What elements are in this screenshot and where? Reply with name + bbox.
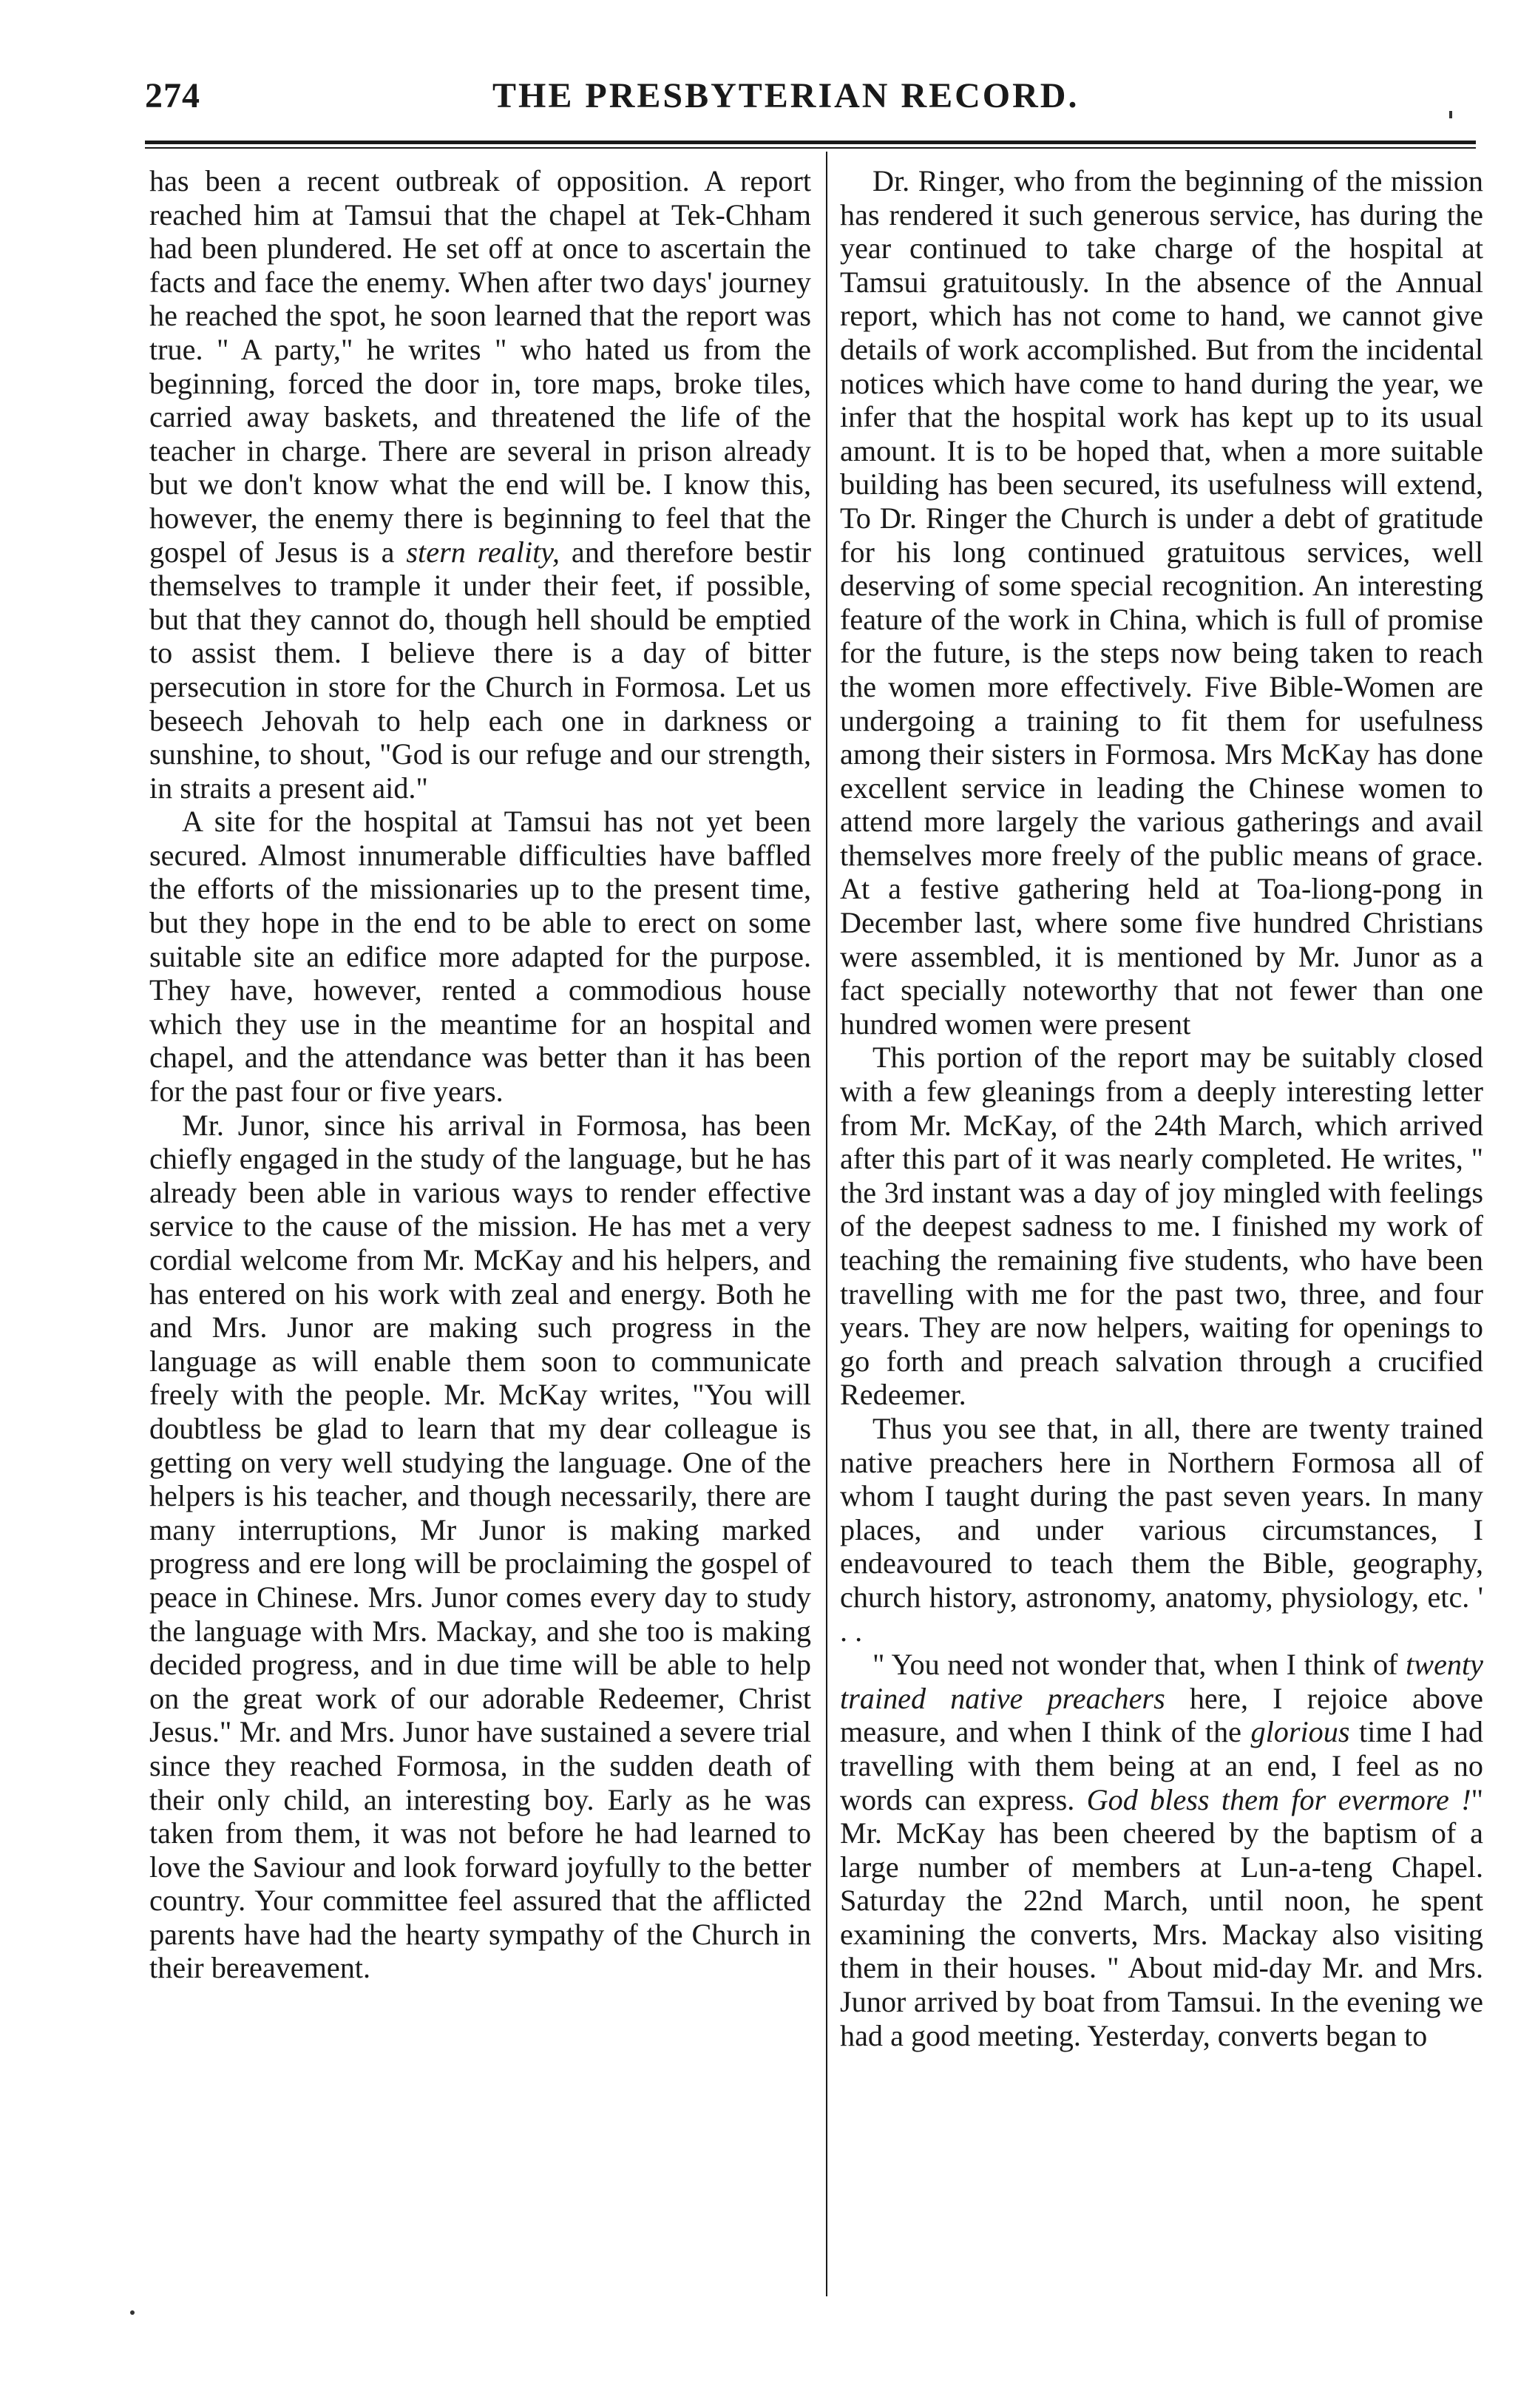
paragraph-text: " Mr. McKay has been cheered by the baptism of a large number of members at Lun-a-teng Chapel. Saturday the 22nd March, until noon, he spent examining the converts, Mrs. Mackay also visiting them in their houses. " About mid-day Mr. and Mrs. Junor arrived by boat from Tamsui. In the evening we had a good meeting. Yesterday, converts began to (840, 1782, 1483, 2052)
italic-phrase: twenty trained native preachers (840, 1648, 1484, 1715)
print-mark (1449, 111, 1452, 118)
page-number: 274 (145, 76, 200, 115)
paragraph: A site for the hospital at Tamsui has not yet been secured. Almost innumerable difficulties have baffled the efforts of the missionaries up to the present time, but they hope in the end to be able to erect on some suitable site an edifice more adapted for the purpose. They have, however, rented a commodious house which they use in the meantime for an hospital and chapel, and the attendance was better than it has been for the past four or five years. (149, 805, 811, 1109)
paragraph-text: has been a recent outbreak of opposition. A report reached him at Tamsui that the chapel at Tek-Chham had been plundered. He set off at once to ascertain the facts and face the enemy. When after two days' journey he reached the spot, he soon learned that the report was true. " A party," he writes " who hated us from the beginning, forced the door in, tore maps, broke tiles, carried away baskets, and threatened the life of the teacher in charge. There are several in prison already but we don't know what the end will be. I know this, however, the enemy there is beginning to feel that the gospel of Jesus is a (149, 164, 811, 569)
header-rule-thick (145, 141, 1476, 144)
journal-title: THE PRESBYTERIAN RECORD. (492, 76, 1080, 115)
paragraph: Thus you see that, in all, there are twenty trained native preachers here in Northern Formosa all of whom I taught during the past seven years. In many places, and under various circumstances, I endeavoured to teach them the Bible, geography, church history, astronomy, anatomy, physiology, etc. ' . . (840, 1411, 1483, 1648)
paragraph-text: time I had travelling with them being at an end, I feel as no words can express. (840, 1715, 1483, 1816)
paragraph (149, 164, 811, 805)
print-mark (130, 2310, 135, 2315)
paragraph: This portion of the report may be suitably closed with a few gleanings from a deeply interesting letter from Mr. McKay, of the 24th March, which arrived after this part of it was nearly completed. He writes, " the 3rd instant was a day of joy mingled with feelings of the deepest sadness to me. I finished my work of teaching the remaining five students, who have been travelling with me for the past two, three, and four years. They are now helpers, waiting for openings to go forth and preach salvation through a crucified Redeemer. (840, 1041, 1483, 1412)
left-column (149, 164, 811, 1985)
header-rule-thin (145, 147, 1476, 149)
italic-phrase: stern reality, (406, 535, 560, 569)
paragraph-text: here, I rejoice above measure, and when I think of the (840, 1681, 1484, 1749)
italic-phrase: glorious (1250, 1715, 1350, 1749)
paragraph-text: " You need not wonder that, when I think of (872, 1648, 1398, 1682)
paragraph: Mr. Junor, since his arrival in Formosa, has been chiefly engaged in the study of the language, but he has already been able in various ways to render effective service to the cause of the mission. He has met a very cordial welcome from Mr. McKay and his helpers, and has entered on his work with zeal and energy. Both he and Mrs. Junor are making such progress in the language as will enable them soon to communicate freely with the people. Mr. McKay writes, "You will doubtless be glad to learn that my dear colleague is getting on very well studying the language. One of the helpers is his teacher, and though necessarily, there are many interruptions, Mr Junor is making marked progress and ere long will be proclaiming the gospel of peace in Chinese. Mrs. Junor comes every day to study the language with Mrs. Mackay, and she too is making decided progress, and in due time will be able to help on the great work of our adorable Redeemer, Christ Jesus." Mr. and Mrs. Junor have sustained a severe trial since they reached Formosa, in the sudden death of their only child, an interesting boy. Early as he was taken from them, it was not before he had learned to love the Saviour and look forward joyfully to the better country. Your committee feel assured that the afflicted parents have had the hearty sympathy of the Church in their bereavement. (149, 1108, 811, 1985)
column-divider (826, 152, 827, 2296)
paragraph-text: and therefore bestir themselves to trample it under their feet, if possible, but that they cannot do, though hell should be emptied to assist them. I believe there is a day of bitter persecution in store for the Church in Formosa. Let us beseech Jehovah to help each one in darkness or sunshine, to shout, "God is our refuge and our strength, in straits a present aid." (149, 535, 811, 805)
paragraph (840, 1648, 1483, 2052)
right-column (840, 164, 1483, 2052)
paragraph: Dr. Ringer, who from the beginning of the mission has rendered it such generous service, has during the year continued to take charge of the hospital at Tamsui gratuitously. In the absence of the Annual report, which has not come to hand, we cannot give details of work accomplished. But from the incidental notices which have come to hand during the year, we infer that the hospital work has kept up to its usual amount. It is to be hoped that, when a more suitable building has been secured, its usefulness will extend, To Dr. Ringer the Church is under a debt of gratitude for his long continued gratuitous services, well deserving of some special recognition. An interesting feature of the work in China, which is full of promise for the future, is the steps now being taken to reach the women more effectively. Five Bible-Women are undergoing a training to fit them for usefulness among their sisters in Formosa. Mrs McKay has done excellent service in leading the Chinese women to attend more largely the various gatherings and avail themselves more freely of the public means of grace. At a festive gathering held at Toa-liong-pong in December last, where some five hundred Christians were assembled, it is mentioned by Mr. Junor as a fact specially noteworthy that not fewer than one hundred women were present (840, 164, 1483, 1041)
italic-phrase: God bless them for evermore ! (1086, 1782, 1471, 1816)
page-header (145, 75, 1476, 135)
